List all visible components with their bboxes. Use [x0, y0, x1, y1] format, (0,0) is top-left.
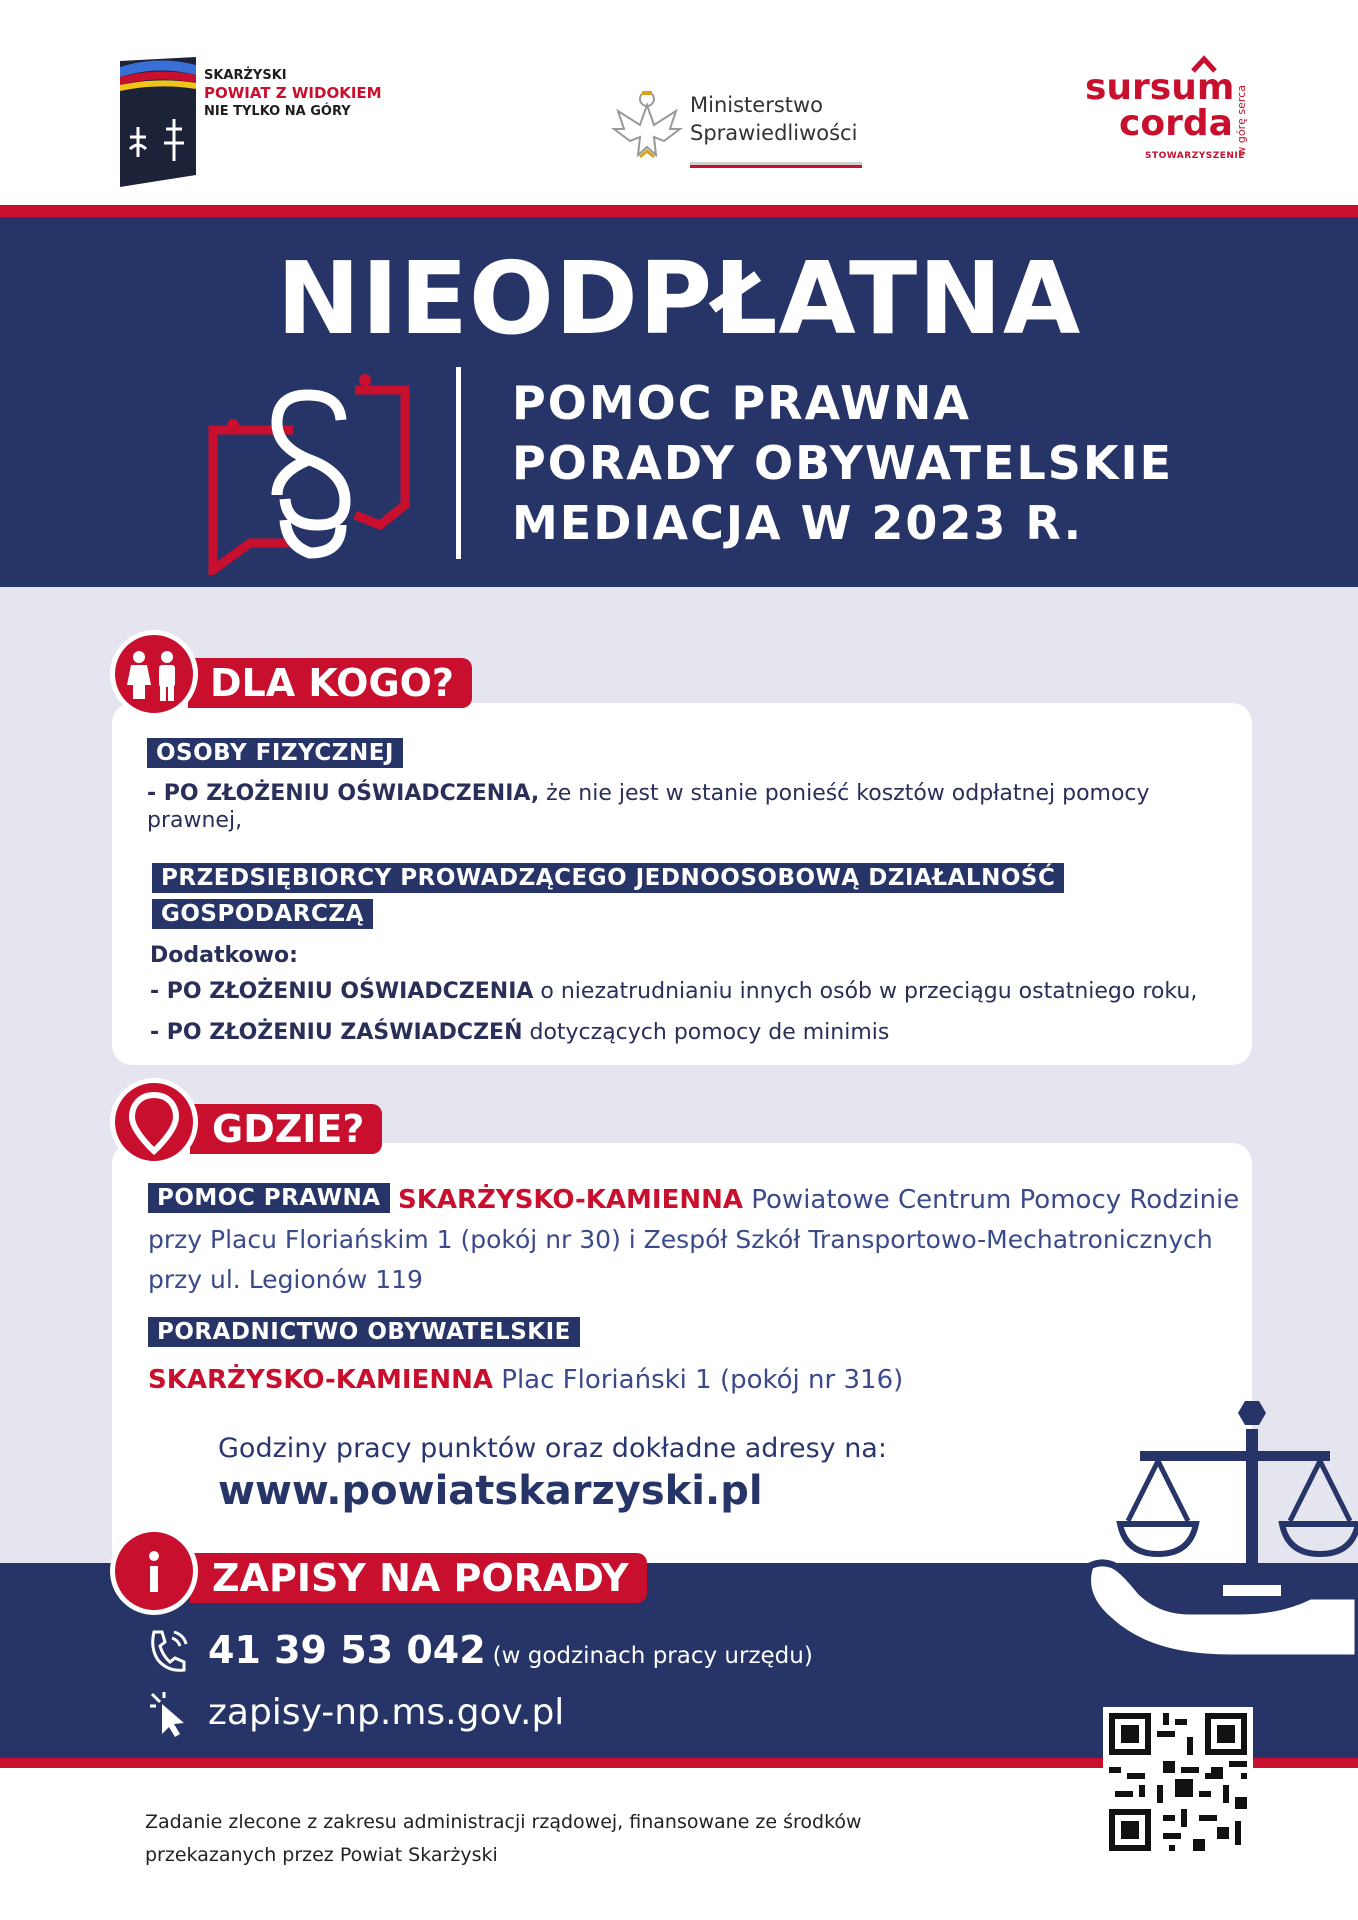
hours-info: Godziny pracy punktów oraz dokładne adresy na: — [218, 1433, 887, 1464]
entrepreneur-tag-line1: PRZEDSIĘBIORCY PROWADZĄCEGO JEDNOOSOBOWĄ DZIAŁALNOŚĆ — [152, 863, 1064, 893]
county-logo-line1: SKARŻYSKI — [204, 68, 287, 83]
county-flag-icon — [118, 57, 198, 187]
qr-code-pattern — [1103, 1707, 1253, 1857]
signup-phone-line — [208, 1628, 813, 1672]
ministry-flag-red — [690, 165, 862, 168]
paragraph-speech-bubbles-icon — [205, 365, 415, 575]
natural-person-condition: - PO ZŁOŻENIU OŚWIADCZENIA, że nie jest w stanie ponieść kosztów odpłatnej pomocy — [147, 781, 1150, 806]
eagle-emblem-icon — [610, 85, 685, 165]
signup-heading: ZAPISY NA PORADY — [190, 1553, 647, 1603]
funding-note — [145, 1806, 862, 1872]
legal-aid-tag: POMOC PRAWNA — [148, 1183, 390, 1213]
location-pin-icon — [115, 1083, 193, 1161]
county-logo-line2: POWIAT Z WIDOKIEM — [204, 84, 382, 102]
for-whom-badge — [110, 630, 198, 718]
top-red-stripe — [0, 205, 1358, 217]
hero-divider — [456, 367, 461, 559]
additional-condition-2: - PO ZŁOŻENIU ZAŚWIADCZEŃ dotyczących pomocy de minimis — [150, 1020, 890, 1045]
ministry-logo-line2: Sprawiedliwości — [690, 121, 858, 145]
county-logo — [118, 57, 418, 187]
ministry-logo-line1: Ministerstwo — [690, 93, 824, 117]
hero-subtitle-3: MEDIACJA W 2023 R. — [512, 496, 1084, 550]
where-badge — [110, 1078, 198, 1166]
natural-person-condition-line2: prawnej, — [147, 808, 243, 833]
funding-note-line2: przekazanych przez Powiat Skarżyski — [145, 1844, 498, 1866]
funding-note-line1: Zadanie zlecone z zakresu administracji rządowej, finansowane ze środków — [145, 1811, 862, 1833]
association-tagline: w górę serca — [1235, 85, 1248, 156]
legal-aid-address-line2: przy Placu Floriańskim 1 (pokój nr 30) i Zespół Szkół Transportowo-Mechatronicznych — [148, 1225, 1213, 1254]
additionally-label: Dodatkowo: — [150, 943, 298, 968]
civic-advice-tag: PORADNICTWO OBYWATELSKIE — [148, 1317, 580, 1347]
additional-condition-1: - PO ZŁOŻENIU OŚWIADCZENIA o niezatrudnianiu innych osób w przeciągu ostatniego roku, — [150, 979, 1198, 1004]
hero-subtitle-2: PORADY OBYWATELSKIE — [512, 436, 1174, 490]
legal-aid-address-line1: SKARŻYSKO-KAMIENNA Powiatowe Centrum Pomocy Rodzinie — [398, 1185, 1240, 1215]
hero-title: NIEODPŁATNA — [276, 240, 1082, 357]
association-logo-line2: corda — [1119, 103, 1233, 144]
info-icon — [115, 1532, 193, 1610]
natural-person-tag: OSOBY FIZYCZNEJ — [147, 738, 403, 768]
where-heading: GDZIE? — [190, 1104, 382, 1154]
signup-phone-note: (w godzinach pracy urzędu) — [492, 1643, 813, 1669]
scales-in-hand-icon — [1080, 1396, 1358, 1666]
legal-aid-address-line3: przy ul. Legionów 119 — [148, 1265, 423, 1294]
association-logo-line1: sursum — [1085, 67, 1235, 108]
signup-url[interactable]: zapisy-np.ms.gov.pl — [208, 1692, 565, 1733]
entrepreneur-tag-line2: GOSPODARCZĄ — [152, 899, 373, 929]
hero-subtitle-1: POMOC PRAWNA — [512, 376, 971, 430]
for-whom-heading: DLA KOGO? — [188, 658, 472, 708]
signup-phone[interactable]: 41 39 53 042 — [208, 1628, 486, 1672]
qr-code-icon[interactable] — [1103, 1707, 1253, 1857]
association-logo-line3: STOWARZYSZENIE — [1145, 151, 1245, 161]
cursor-click-icon — [148, 1690, 192, 1738]
ministry-logo — [610, 85, 870, 175]
phone-icon — [148, 1628, 188, 1674]
county-logo-line3: NIE TYLKO NA GÓRY — [204, 104, 351, 119]
website-link[interactable]: www.powiatskarzyski.pl — [218, 1468, 763, 1514]
signup-badge — [110, 1527, 198, 1615]
association-logo — [1085, 55, 1265, 170]
civic-advice-address: SKARŻYSKO-KAMIENNA Plac Floriański 1 (pokój nr 316) — [148, 1365, 904, 1395]
people-icon — [115, 635, 193, 713]
